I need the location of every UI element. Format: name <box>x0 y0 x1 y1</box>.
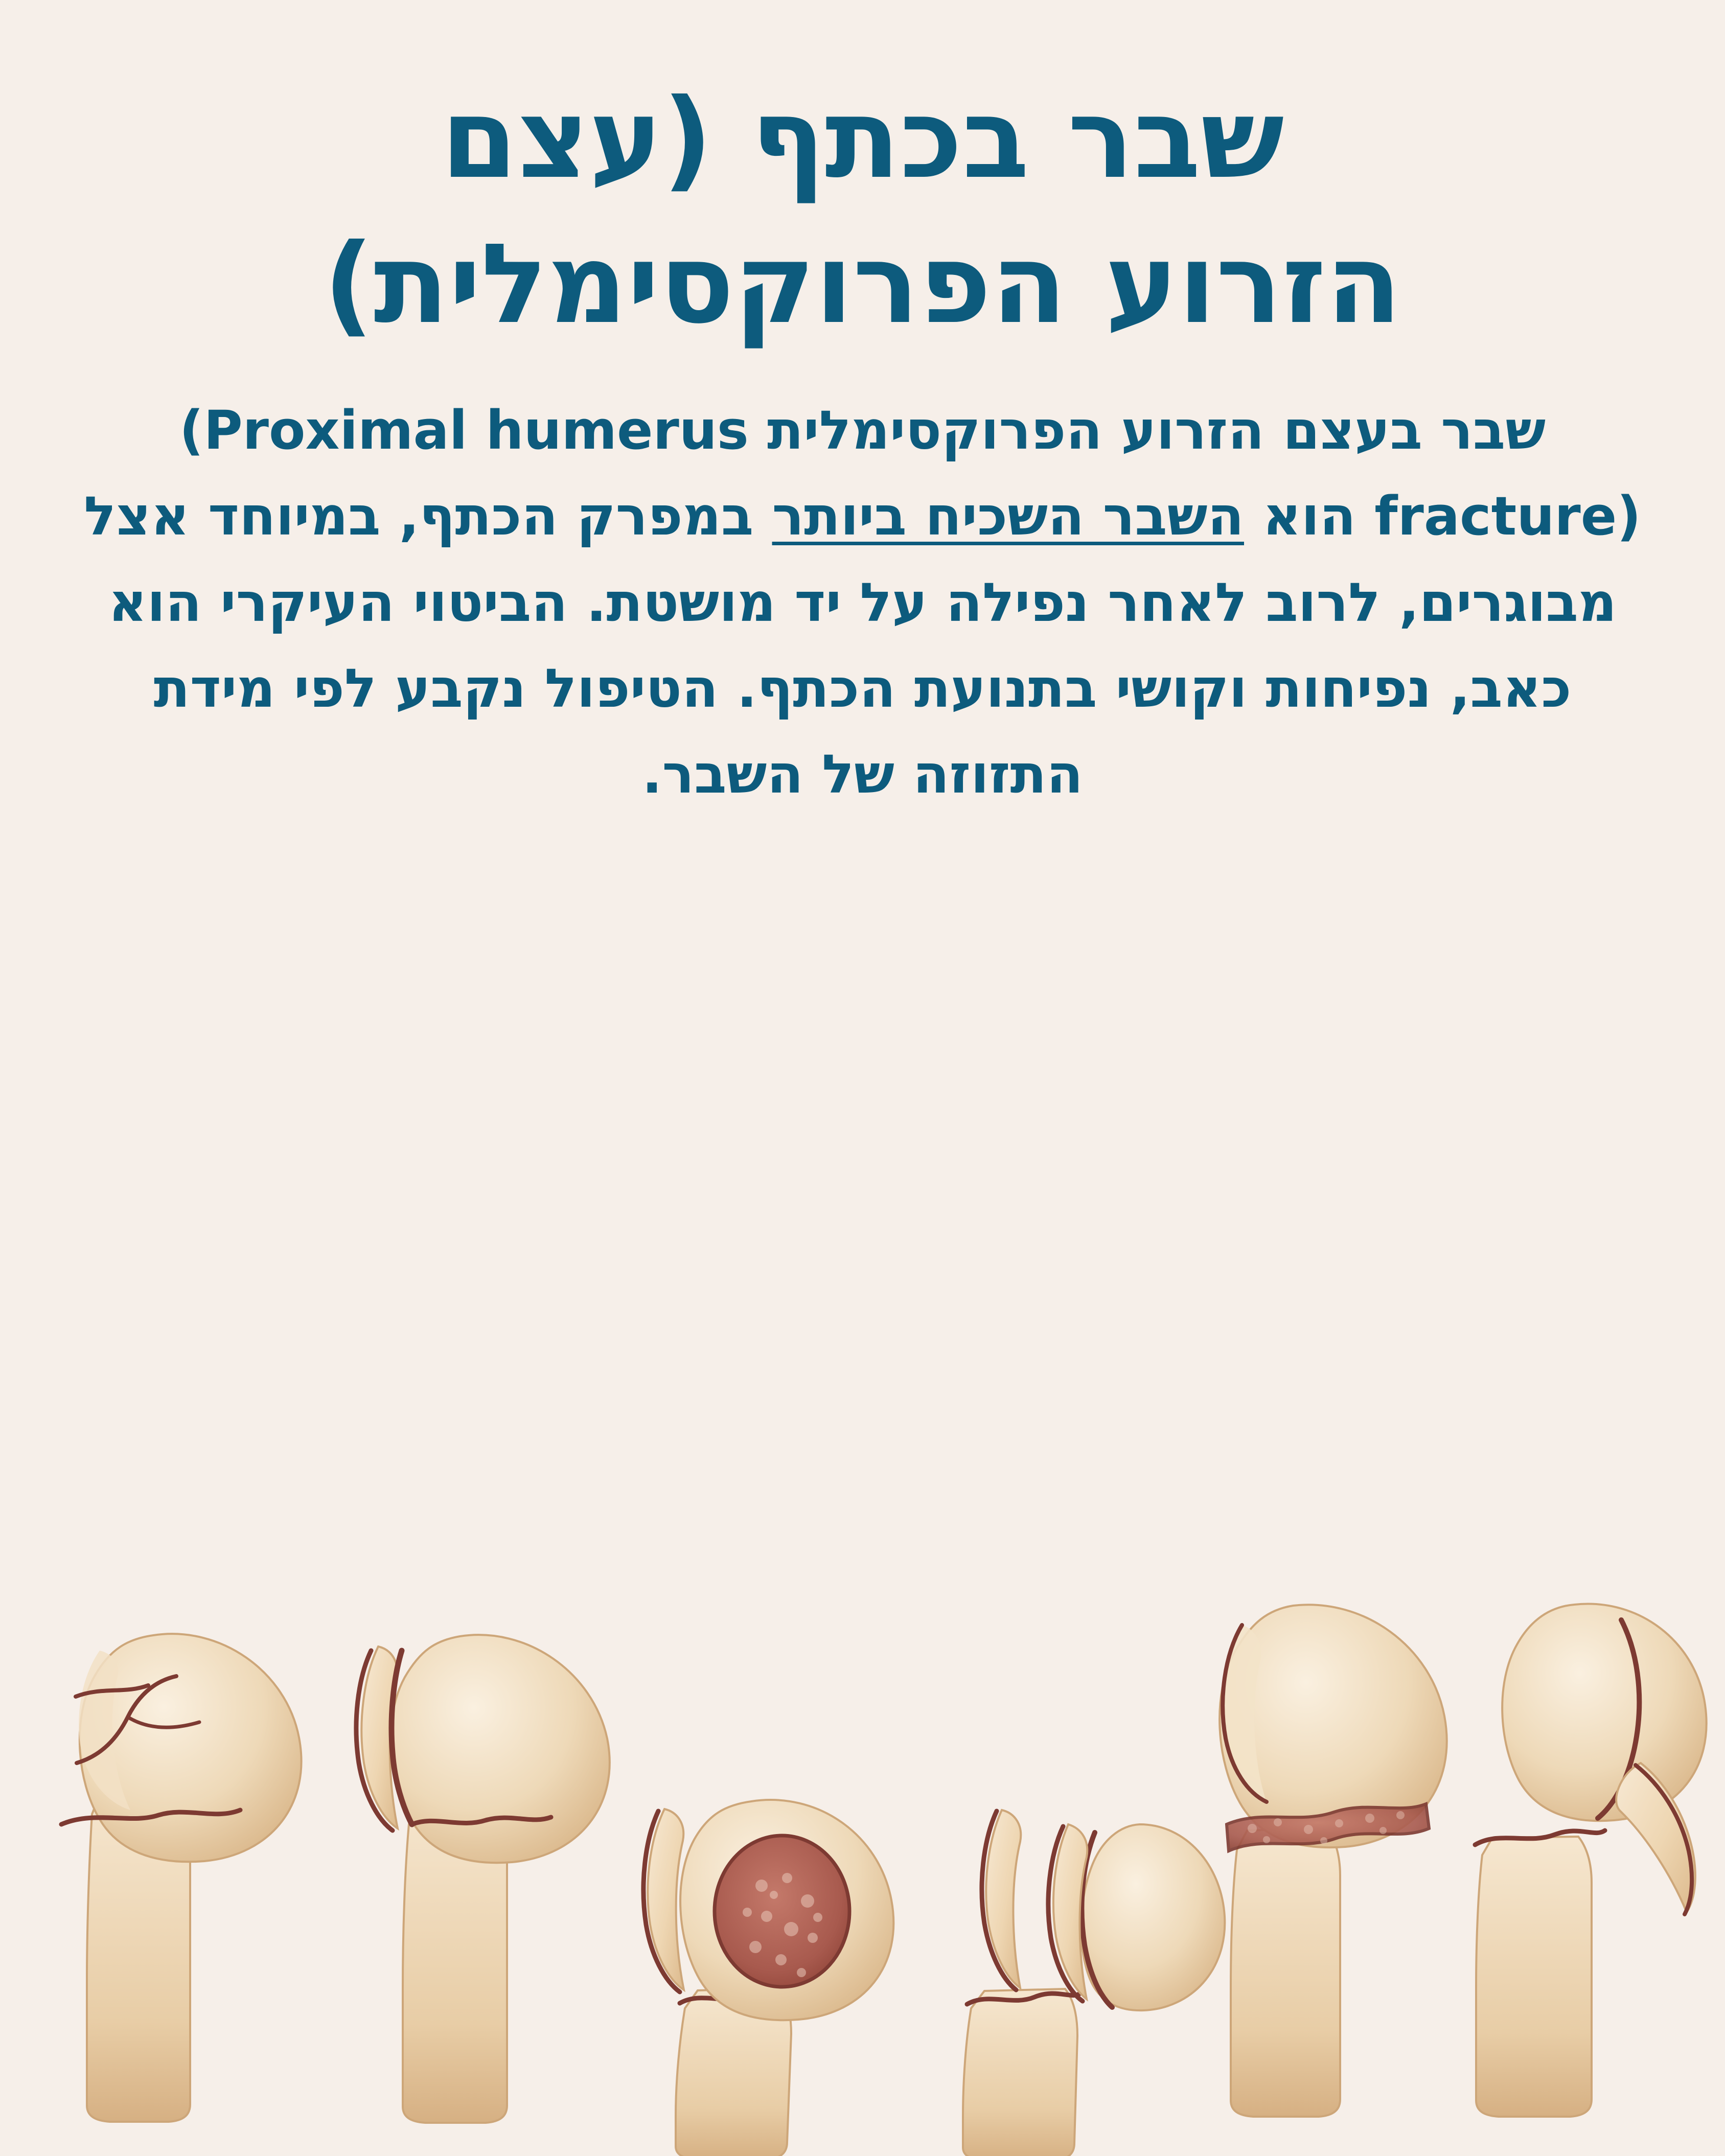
page-title <box>0 0 1725 357</box>
proximal-humerus-fracture-illustration <box>0 1497 1725 2156</box>
title-line-1: שבר בכתף (עצם <box>441 75 1284 203</box>
figure-displaced-fracture <box>1475 1604 1707 2117</box>
body-segment-3: במפרק הכתף, במיוחד אצל מבוגרים, לרוב לאחר נפילה על יד מושטת. הביטוי העיקרי הוא כאב, נפיחות וקושי בתנועת הכתף. <box>84 485 1617 720</box>
figure-head-split-fracture <box>643 1800 893 2156</box>
figure-four-part-fracture <box>963 1810 1225 2156</box>
figure-three-part-fracture <box>1220 1605 1447 2117</box>
body-segment-4: הטיפול נקבע לפי מידת התזוזה של השבר. <box>153 657 1083 806</box>
body-segment-2: הוא <box>1244 485 1356 548</box>
body-paragraph <box>0 357 1725 818</box>
body-segment-1: שבר בעצם הזרוע הפרוקסימלית <box>767 399 1546 461</box>
body-text-block <box>77 387 1648 818</box>
figure-one-part-fracture <box>61 1634 302 2122</box>
title-line-2: הזרוע הפרוקסימלית) <box>323 219 1402 348</box>
figure-two-part-fracture <box>356 1635 610 2123</box>
body-segment-underlined: השבר השכיח ביותר <box>772 485 1244 548</box>
body-segment-latin: (Proximal humerus fracture) <box>179 399 1641 548</box>
illustration-container <box>0 1497 1725 2156</box>
